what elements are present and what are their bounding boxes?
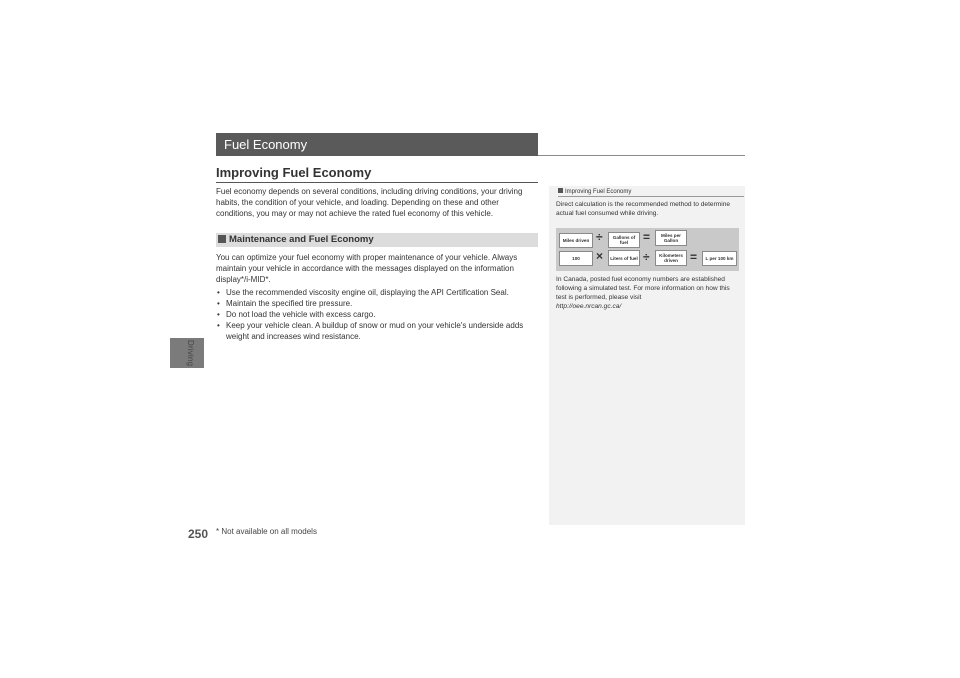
box-l-per-100-km: L per 100 km — [702, 251, 737, 266]
maintenance-paragraph: You can optimize your fuel economy with proper maintenance of your vehicle. Always maintain your vehicle in accordance with the messages displayed on the information display*/i-MID*. — [216, 253, 518, 284]
sidebar-title-text: Improving Fuel Economy — [565, 189, 632, 195]
list-item: • Maintain the specified tire pressure. — [216, 298, 538, 309]
box-miles-per-gallon: Miles per Gallon — [655, 230, 687, 246]
sidebar-title — [558, 188, 631, 195]
subsection-header — [216, 233, 538, 247]
equals-icon: = — [643, 230, 651, 244]
subsection-title: Maintenance and Fuel Economy — [229, 234, 374, 245]
footnote: * Not available on all models — [216, 527, 317, 536]
sidebar-rule — [558, 196, 744, 197]
heading-rule — [216, 182, 538, 183]
equals-icon: = — [690, 250, 698, 264]
box-100: 100 — [559, 251, 593, 266]
sidebar-text-calculation: Direct calculation is the recommended method to determine actual fuel consumed while driving. — [556, 201, 731, 217]
section-title: Fuel Economy — [216, 133, 538, 156]
box-liters-of-fuel: Liters of fuel — [608, 250, 640, 266]
intro-paragraph: Fuel economy depends on several conditions, including driving conditions, your driving habits, the condition of your vehicle, and loading. Depending on these and other conditions, you may or may not achieve the rated fuel economy of this vehicle. — [216, 187, 523, 218]
list-item: • Use the recommended viscosity engine oil, displaying the API Certification Seal. — [216, 287, 538, 298]
list-item: • Do not load the vehicle with excess cargo. — [216, 309, 538, 320]
square-bullet-icon — [218, 235, 226, 243]
divide-icon: ÷ — [643, 250, 650, 264]
list-item: • Keep your vehicle clean. A buildup of snow or mud on your vehicle's underside adds weight and increases wind resistance. — [216, 320, 538, 342]
sidebar-text-canada — [556, 275, 740, 311]
note-icon — [558, 188, 563, 193]
divide-icon: ÷ — [596, 230, 603, 244]
sidebar-canada-text: In Canada, posted fuel economy numbers are established following a simulated test. For more information on how this test is performed, please visit — [556, 276, 730, 301]
fuel-formula-diagram — [556, 228, 739, 271]
section-rule — [538, 155, 745, 156]
maintenance-bullet-list — [216, 287, 538, 342]
times-icon: × — [596, 249, 604, 263]
side-chapter-label: Driving — [186, 340, 195, 367]
box-gallons-of-fuel: Gallons of fuel — [608, 232, 640, 248]
page-number: 250 — [188, 527, 209, 541]
nrcan-link[interactable]: http://oee.nrcan.gc.ca/ — [556, 303, 622, 310]
page-heading: Improving Fuel Economy — [216, 165, 372, 180]
box-kilometers-driven: Kilometers driven — [655, 250, 687, 266]
box-miles-driven: Miles driven — [559, 233, 593, 248]
